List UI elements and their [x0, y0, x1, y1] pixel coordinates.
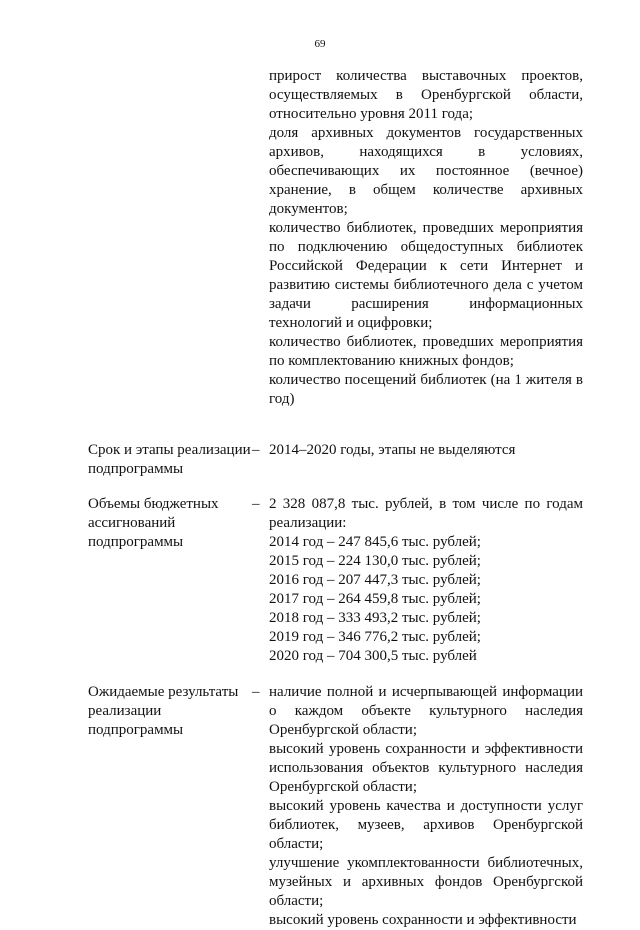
result-item: высокий уровень сохранности и эффективности использования объектов культурного наследия Оренбургской области; — [269, 741, 583, 795]
budget-year: 2015 год – 224 130,0 тыс. рублей; — [269, 553, 481, 569]
indicators-continuation — [269, 67, 583, 409]
passport-table — [88, 67, 583, 930]
budget-year: 2017 год – 264 459,8 тыс. рублей; — [269, 591, 481, 607]
result-item: улучшение укомплектованности библиотечных, музейных и архивных фондов Оренбургской области; — [269, 855, 583, 909]
result-item: наличие полной и исчерпывающей информации о каждом объекте культурного наследия Оренбургской области; — [269, 684, 583, 738]
term-label: Срок и этапы реализации подпрограммы — [88, 442, 251, 477]
budget-year: 2016 год – 207 447,3 тыс. рублей; — [269, 572, 481, 588]
indicator-item: количество библиотек, проведших мероприятия по подключению общедоступных библиотек Российской Федерации к сети Интернет и развитию системы библиотечного дела с учетом задачи расширения информационных технологий и оцифровки; — [269, 220, 583, 331]
indicator-item: количество посещений библиотек (на 1 жителя в год) — [269, 372, 583, 407]
budget-dash: – — [252, 496, 260, 512]
results-dash: – — [252, 684, 260, 700]
budget-row — [88, 495, 583, 666]
budget-year: 2018 год – 333 493,2 тыс. рублей; — [269, 610, 481, 626]
budget-total: 2 328 087,8 тыс. рублей, в том числе по годам реализации: — [269, 496, 583, 531]
term-row — [88, 441, 583, 479]
results-label: Ожидаемые результаты реализации подпрограммы — [88, 684, 239, 738]
budget-label: Объемы бюджетных ассигнований подпрограммы — [88, 496, 219, 550]
budget-year: 2020 год – 704 300,5 тыс. рублей — [269, 648, 477, 664]
results-row — [88, 683, 583, 930]
term-value: 2014–2020 годы, этапы не выделяются — [269, 442, 516, 458]
budget-year: 2014 год – 247 845,6 тыс. рублей; — [269, 534, 481, 550]
result-item: высокий уровень сохранности и эффективности — [269, 912, 577, 928]
indicator-item: прирост количества выставочных проектов, осуществляемых в Оренбургской области, относительно уровня 2011 года; — [269, 68, 583, 122]
budget-value — [269, 495, 583, 666]
page-number: 69 — [314, 38, 326, 50]
term-dash: – — [252, 442, 260, 458]
results-value — [269, 683, 583, 930]
result-item: высокий уровень качества и доступности услуг библиотек, музеев, архивов Оренбургской области; — [269, 798, 583, 852]
indicator-item: количество библиотек, проведших мероприятия по комплектованию книжных фондов; — [269, 334, 583, 369]
budget-year: 2019 год – 346 776,2 тыс. рублей; — [269, 629, 481, 645]
indicator-item: доля архивных документов государственных архивов, находящихся в условиях, обеспечивающих их постоянное (вечное) хранение, в общем количестве архивных документов; — [269, 125, 583, 217]
